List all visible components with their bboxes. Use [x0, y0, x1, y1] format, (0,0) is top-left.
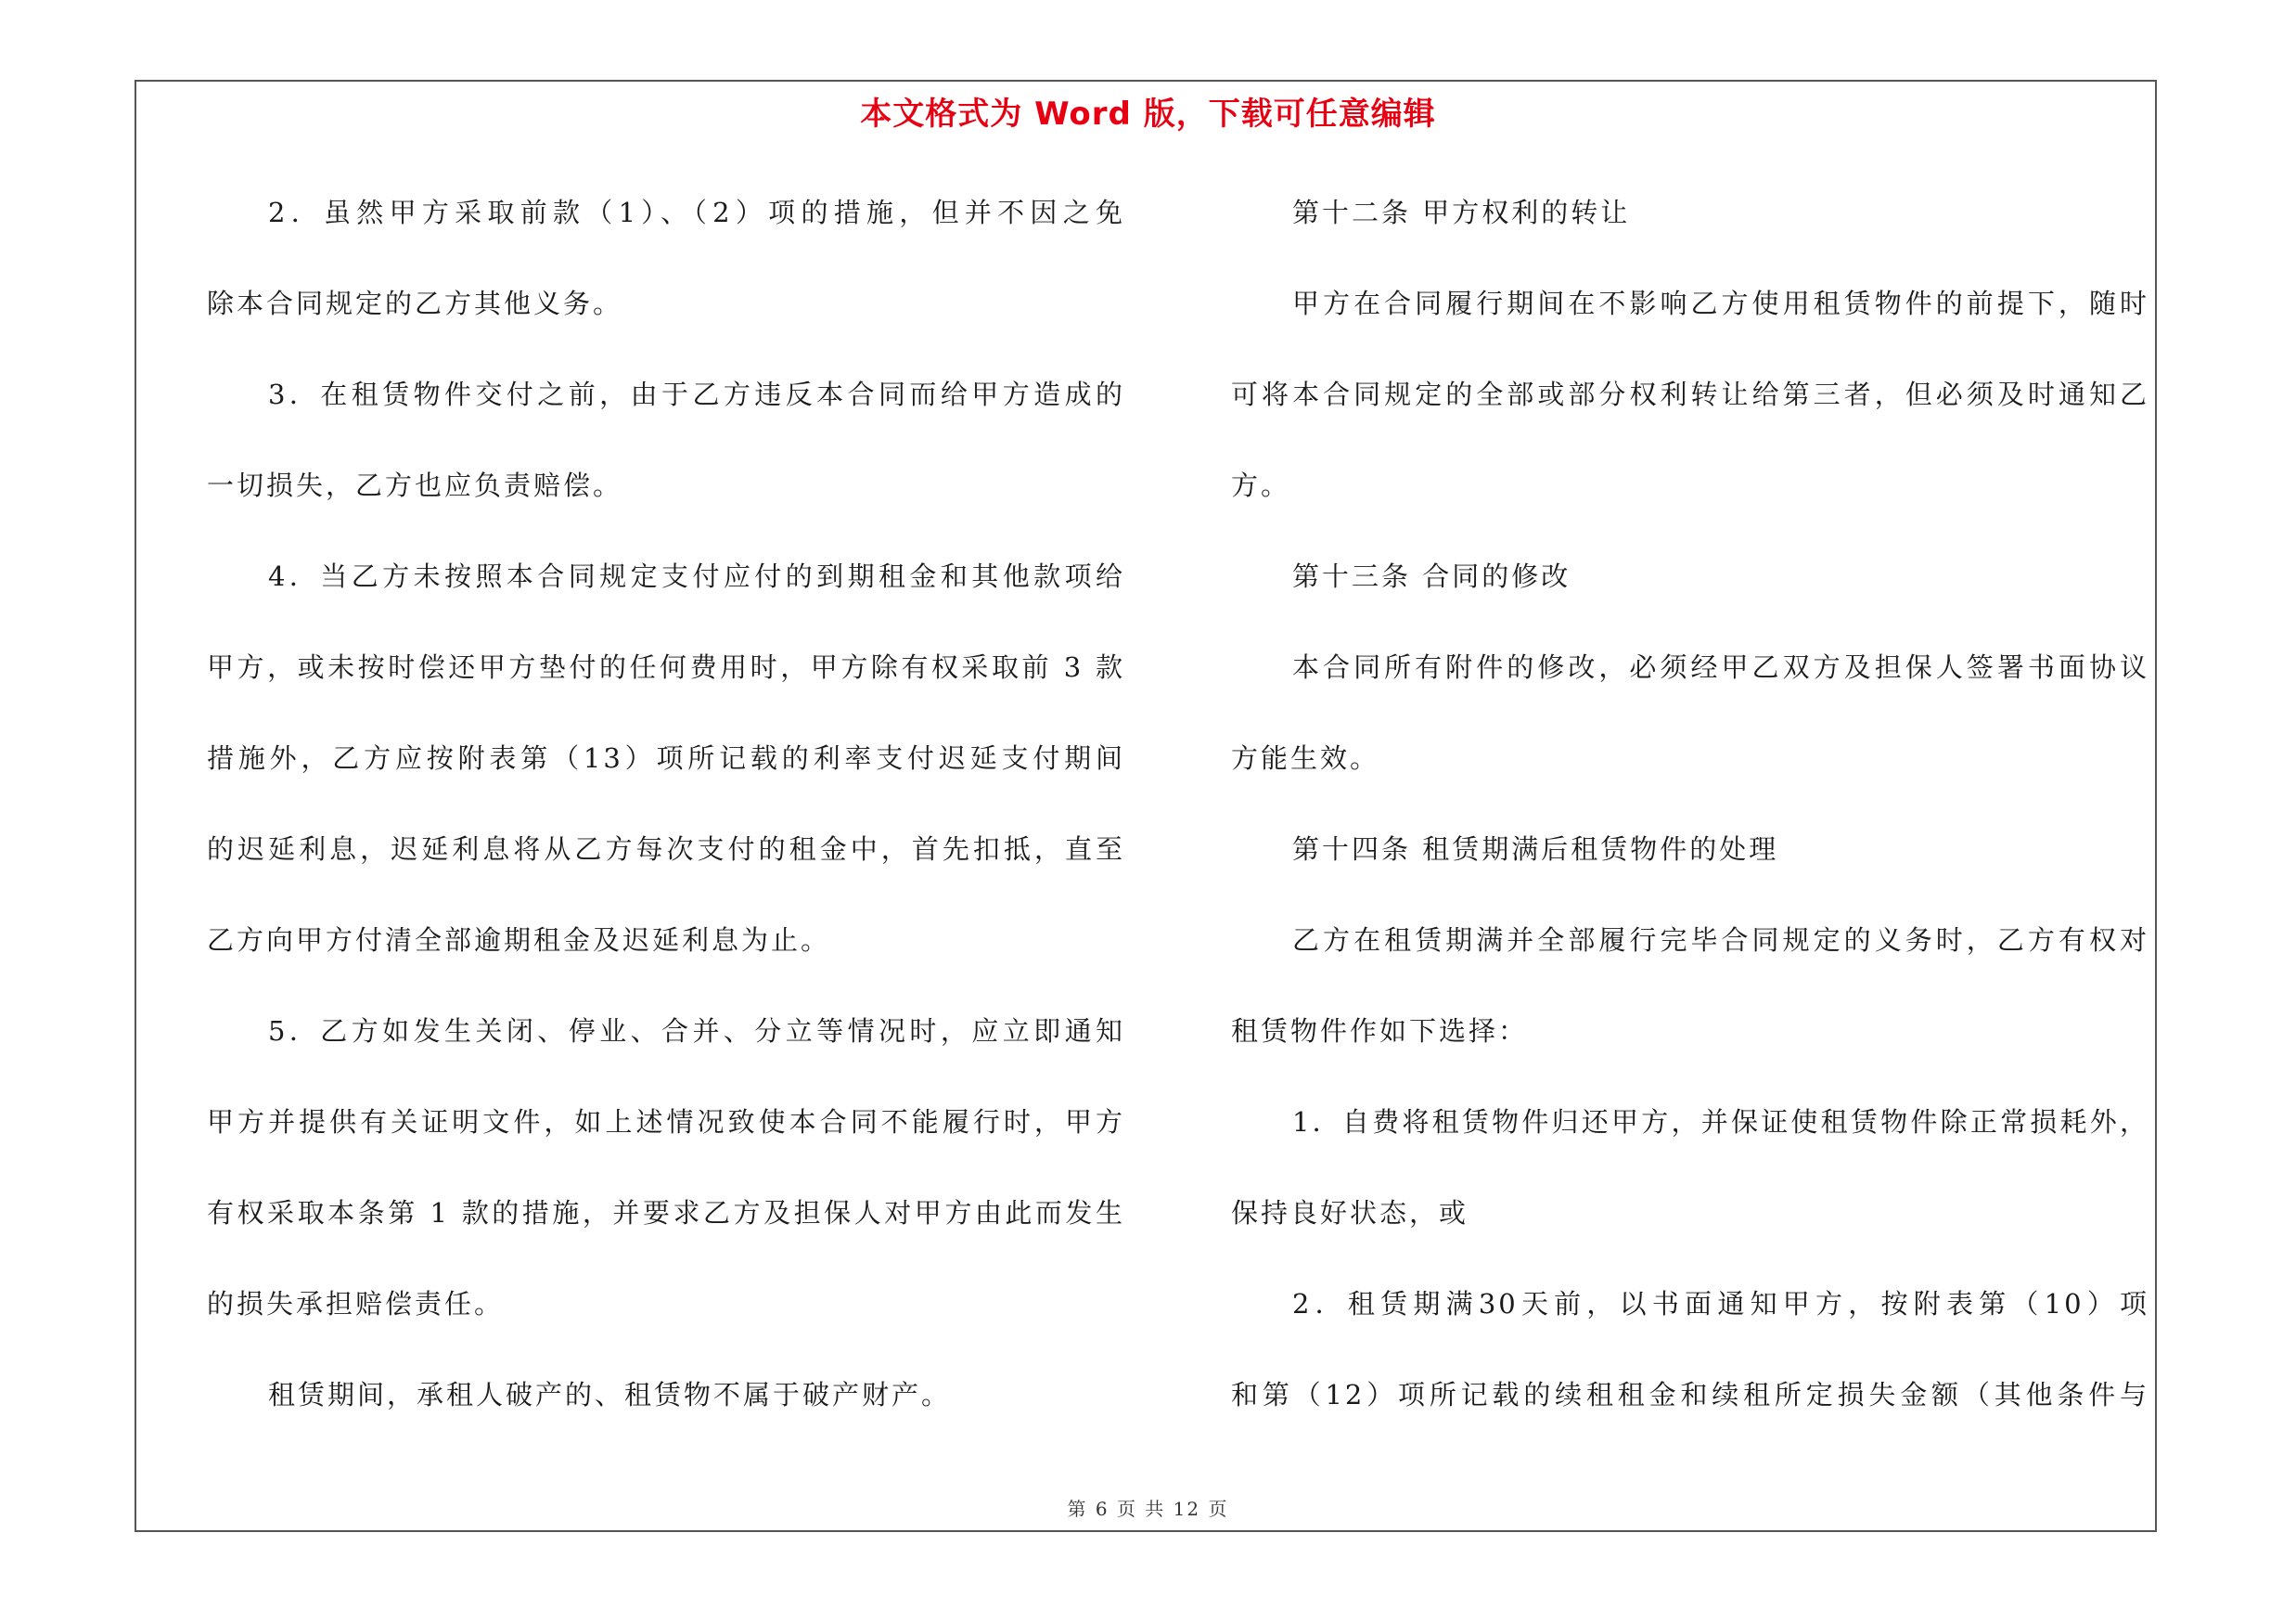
text-line: 5．乙方如发生关闭、停业、合并、分立等情况时，应立即通知 [268, 1015, 1125, 1047]
text-line: 3．在租赁物件交付之前，由于乙方违反本合同而给甲方造成的 [268, 379, 1125, 410]
text-line: 租赁期间，承租人破产的、租赁物不属于破产财产。 [268, 1379, 952, 1410]
text-line: 甲方，或未按时偿还甲方垫付的任何费用时，甲方除有权采取前 3 款 [207, 651, 1125, 683]
text-line: 租赁物件作如下选择： [1231, 1015, 1529, 1047]
text-line: 4．当乙方未按照本合同规定支付应付的到期租金和其他款项给 [268, 560, 1125, 592]
left-column [207, 186, 1125, 1459]
page-number-footer: 第 6 页 共 12 页 [1067, 1498, 1229, 1520]
text-line: 1．自费将租赁物件归还甲方，并保证使租赁物件除正常损耗外， [1292, 1106, 2149, 1138]
text-line: 方。 [1231, 470, 1291, 501]
text-line: 的迟延利息，迟延利息将从乙方每次支付的租金中，首先扣抵，直至 [207, 833, 1125, 865]
text-line: 第十二条 甲方权利的转让 [1292, 197, 1631, 228]
word-format-banner: 本文格式为 Word 版，下载可任意编辑 [860, 96, 1436, 133]
text-line: 乙方向甲方付清全部逾期租金及迟延利息为止。 [207, 924, 831, 956]
text-line: 保持良好状态，或 [1231, 1197, 1469, 1229]
text-line: 的损失承担赔偿责任。 [207, 1288, 505, 1320]
text-line: 2．租赁期满30天前，以书面通知甲方，按附表第（10）项 [1292, 1288, 2149, 1320]
text-line: 乙方在租赁期满并全部履行完毕合同规定的义务时，乙方有权对 [1292, 924, 2149, 956]
text-line: 一切损失，乙方也应负责赔偿。 [207, 470, 623, 501]
text-line: 除本合同规定的乙方其他义务。 [207, 288, 623, 319]
text-line: 第十三条 合同的修改 [1292, 560, 1571, 592]
text-line: 和第（12）项所记载的续租租金和续租所定损失金额（其他条件与 [1231, 1379, 2149, 1410]
text-line: 措施外，乙方应按附表第（13）项所记载的利率支付迟延支付期间 [207, 742, 1125, 774]
text-line: 方能生效。 [1231, 742, 1380, 774]
text-line: 甲方在合同履行期间在不影响乙方使用租赁物件的前提下，随时 [1292, 288, 2149, 319]
text-line: 2．虽然甲方采取前款（1）、（2）项的措施，但并不因之免 [268, 197, 1125, 228]
text-line: 本合同所有附件的修改，必须经甲乙双方及担保人签署书面协议 [1292, 651, 2149, 683]
text-line: 第十四条 租赁期满后租赁物件的处理 [1292, 833, 1779, 865]
text-line: 可将本合同规定的全部或部分权利转让给第三者，但必须及时通知乙 [1231, 379, 2149, 410]
text-line: 有权采取本条第 1 款的措施，并要求乙方及担保人对甲方由此而发生 [207, 1197, 1125, 1229]
text-line: 甲方并提供有关证明文件，如上述情况致使本合同不能履行时，甲方 [207, 1106, 1125, 1138]
right-column [1231, 186, 2149, 1459]
